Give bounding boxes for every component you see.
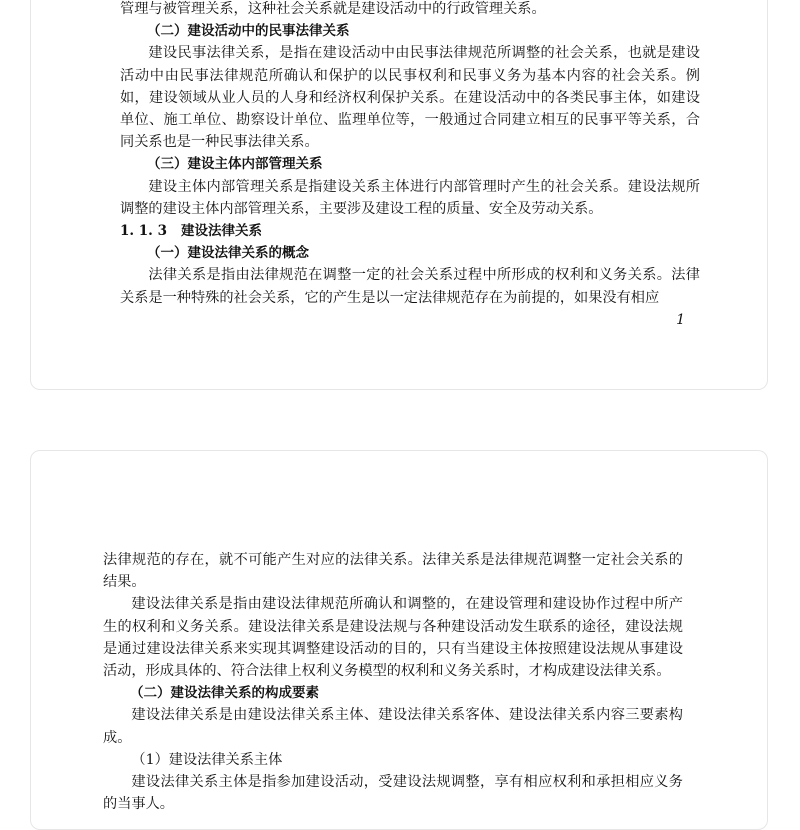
paragraph-legal-subject: 建设法律关系主体是指参加建设活动，受建设法规调整，享有相应权利和承担相应义务的当事人。 [103,774,683,813]
page-number: 1 [676,312,685,328]
line-fragment: 管理与被管理关系，这种社会关系就是建设活动中的行政管理关系。 [120,1,546,17]
document-page-2 [30,450,768,830]
heading-constituent-elements: （二）建设法律关系的构成要素 [130,685,319,702]
item-legal-subject: （1）建设法律关系主体 [131,751,283,768]
section-title: 建设法律关系 [180,223,262,240]
paragraph-construction-legal-relation: 建设法律关系是指由建设法律规范所确认和调整的，在建设管理和建设协作过程中所产生的权利和义务关系。建设法律关系是建设法规与各种建设活动发生联系的途径，建设法规是通过建设法律关系来实现其调整建设活动的目的，只有当建设主体按照建设法规从事建设活动，形成具体的、符合法律上权利义务模型的权利和义务关系时，才构成建设法律关系。 [103,596,683,680]
page-2-text [103,549,683,815]
section-number: 1. 1. 3 [120,223,167,240]
paragraph-legal-relation-concept: 法律关系是指由法律规范在调整一定的社会关系过程中所形成的权利和义务关系。法律关系是一种特殊的社会关系，它的产生是以一定法律规范存在为前提的，如果没有相应 [120,267,700,306]
paragraph-continuation: 法律规范的存在，就不可能产生对应的法律关系。法律关系是法律规范调整一定社会关系的结果。 [103,552,683,591]
paragraph-civil-legal-relations: 建设民事法律关系，是指在建设活动中由民事法律规范所调整的社会关系，也就是建设活动中由民事法律规范所确认和保护的以民事权利和民事义务为基本内容的社会关系。例如，建设领域从业人员的人身和经济权利保护关系。在建设活动中的各类民事主体，如建设单位、施工单位、勘察设计单位、监理单位等，一般通过合同建立相互的民事平等关系，合同关系也是一种民事法律关系。 [120,45,700,151]
heading-civil-legal-relations: （二）建设活动中的民事法律关系 [147,23,350,40]
section-heading [120,220,700,242]
paragraph-internal-management: 建设主体内部管理关系是指建设关系主体进行内部管理时产生的社会关系。建设法规所调整的建设主体内部管理关系，主要涉及建设工程的质量、安全及劳动关系。 [120,178,700,217]
document-page-1 [30,0,768,390]
heading-internal-management: （三）建设主体内部管理关系 [147,156,323,173]
heading-legal-relation-concept: （一）建设法律关系的概念 [147,245,309,262]
paragraph-constituent-elements: 建设法律关系是由建设法律关系主体、建设法律关系客体、建设法律关系内容三要素构成。 [103,707,683,746]
page-1-text [120,0,700,309]
